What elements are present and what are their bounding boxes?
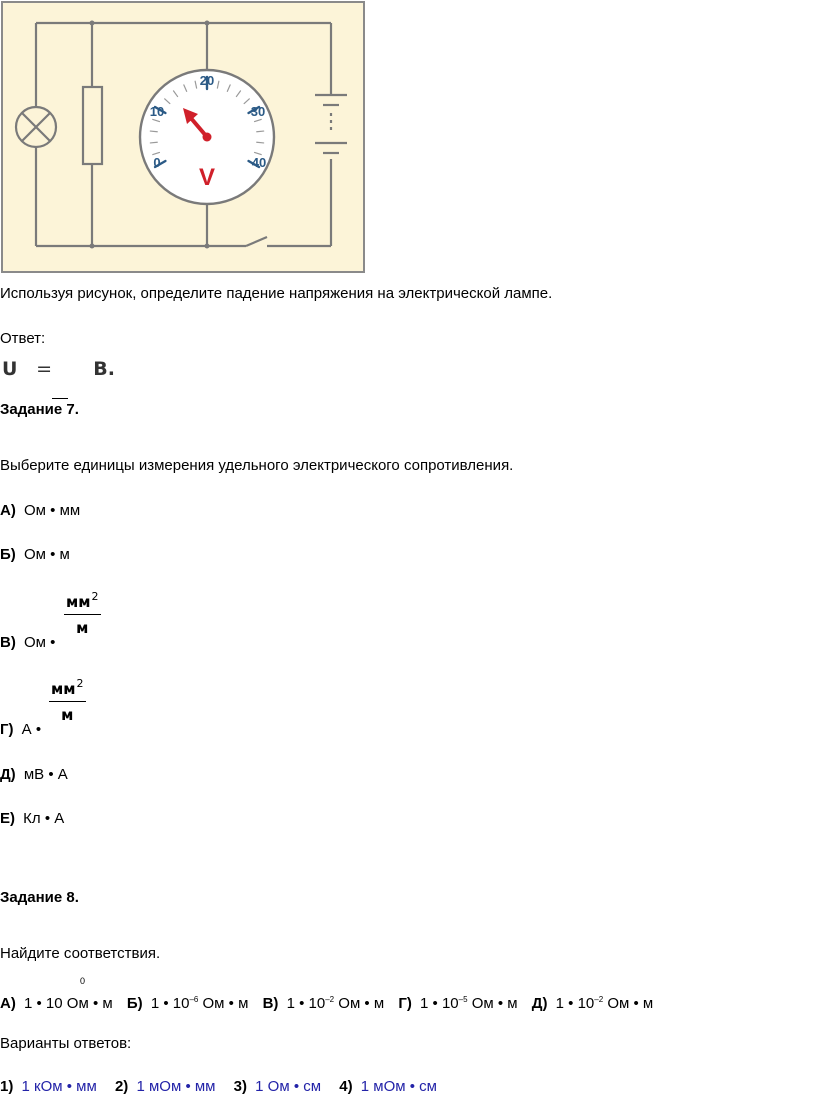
scale-label-30: 30 bbox=[250, 104, 266, 119]
fraction-denominator: м bbox=[76, 619, 89, 637]
option-label: А) bbox=[0, 502, 16, 519]
option-label: Б) bbox=[0, 546, 16, 563]
scale-label-10: 10 bbox=[149, 104, 165, 119]
option-text: Кл • А bbox=[23, 810, 65, 827]
lamp-symbol bbox=[16, 107, 56, 147]
scale-label-0: 0 bbox=[153, 155, 161, 170]
underscore-mark bbox=[52, 398, 68, 399]
answer-formula bbox=[2, 358, 115, 380]
option-text: Ом • м bbox=[23, 546, 70, 563]
task7-option-g bbox=[0, 721, 41, 739]
exponent-mark: 0 bbox=[80, 976, 86, 986]
option-label: Д) bbox=[0, 766, 16, 783]
fraction-mm2-per-m bbox=[64, 590, 101, 637]
task7-option-v bbox=[0, 634, 55, 652]
task7-option-e bbox=[0, 810, 64, 828]
fraction-numerator: $мм^2$ bbox=[64, 590, 101, 615]
answers-label: Варианты ответов: bbox=[0, 1035, 132, 1052]
option-text: А • bbox=[21, 721, 42, 738]
fraction-numerator: $мм^2$ bbox=[49, 677, 86, 702]
answer-option-2: 2) 1 мОм • мм bbox=[114, 1078, 216, 1095]
answers-row bbox=[0, 1078, 437, 1096]
option-text: мВ • А bbox=[23, 766, 68, 783]
minor-tick bbox=[150, 142, 157, 143]
task8-items-row bbox=[0, 991, 653, 1013]
answer-label: Ответ: bbox=[0, 330, 46, 347]
answer-option-1: 1) 1 кОм • мм bbox=[0, 1078, 97, 1095]
meter-symbol-v: V bbox=[198, 164, 216, 191]
fraction-denominator: м bbox=[61, 706, 74, 724]
task7-option-b bbox=[0, 546, 70, 564]
task6-question: Используя рисунок, определите падение напряжения на электрической лампе. bbox=[0, 285, 553, 302]
fraction-mm2-per-m bbox=[49, 677, 86, 724]
minor-tick bbox=[150, 131, 157, 132]
task7-option-a bbox=[0, 502, 80, 520]
answer-blank[interactable] bbox=[59, 365, 87, 375]
minor-tick bbox=[257, 142, 264, 143]
scale-label-20: 20 bbox=[199, 73, 215, 88]
task8-item-b: Б) 1 • $10^{-6}$ Ом • м bbox=[126, 995, 249, 1012]
minor-tick bbox=[257, 131, 264, 132]
voltmeter-symbol bbox=[140, 70, 274, 204]
option-text: Ом • bbox=[24, 634, 56, 651]
option-text: Ом • мм bbox=[24, 502, 81, 519]
task8-item-v: В) 1 • $10^{-2}$ Ом • м bbox=[262, 995, 385, 1012]
task8-title: Задание 8. bbox=[0, 889, 79, 906]
task8-item-a: А) 1 • 10 Ом • м bbox=[0, 995, 113, 1012]
option-label: Е) bbox=[0, 810, 15, 827]
resistor-symbol bbox=[83, 87, 102, 164]
option-label: Г) bbox=[0, 721, 14, 738]
formula-equals: = bbox=[36, 358, 52, 380]
scale-label-40: 40 bbox=[251, 155, 267, 170]
task8-question: Найдите соответствия. bbox=[0, 945, 161, 962]
answer-option-3: 3) 1 Ом • см bbox=[233, 1078, 322, 1095]
answer-option-4: 4) 1 мОм • см bbox=[339, 1078, 437, 1095]
task8-item-g: Г) 1 • $10^{-5}$ Ом • м bbox=[398, 995, 518, 1012]
circuit-figure bbox=[1, 1, 365, 273]
formula-variable: U bbox=[2, 358, 18, 380]
task7-question: Выберите единицы измерения удельного электрического сопротивления. bbox=[0, 457, 514, 474]
task7-title: Задание 7. bbox=[0, 401, 79, 418]
option-label: В) bbox=[0, 634, 16, 651]
task8-item-d: Д) 1 • $10^{-2}$ Ом • м bbox=[531, 995, 654, 1012]
task7-option-d bbox=[0, 766, 68, 784]
formula-unit: В. bbox=[93, 358, 115, 380]
